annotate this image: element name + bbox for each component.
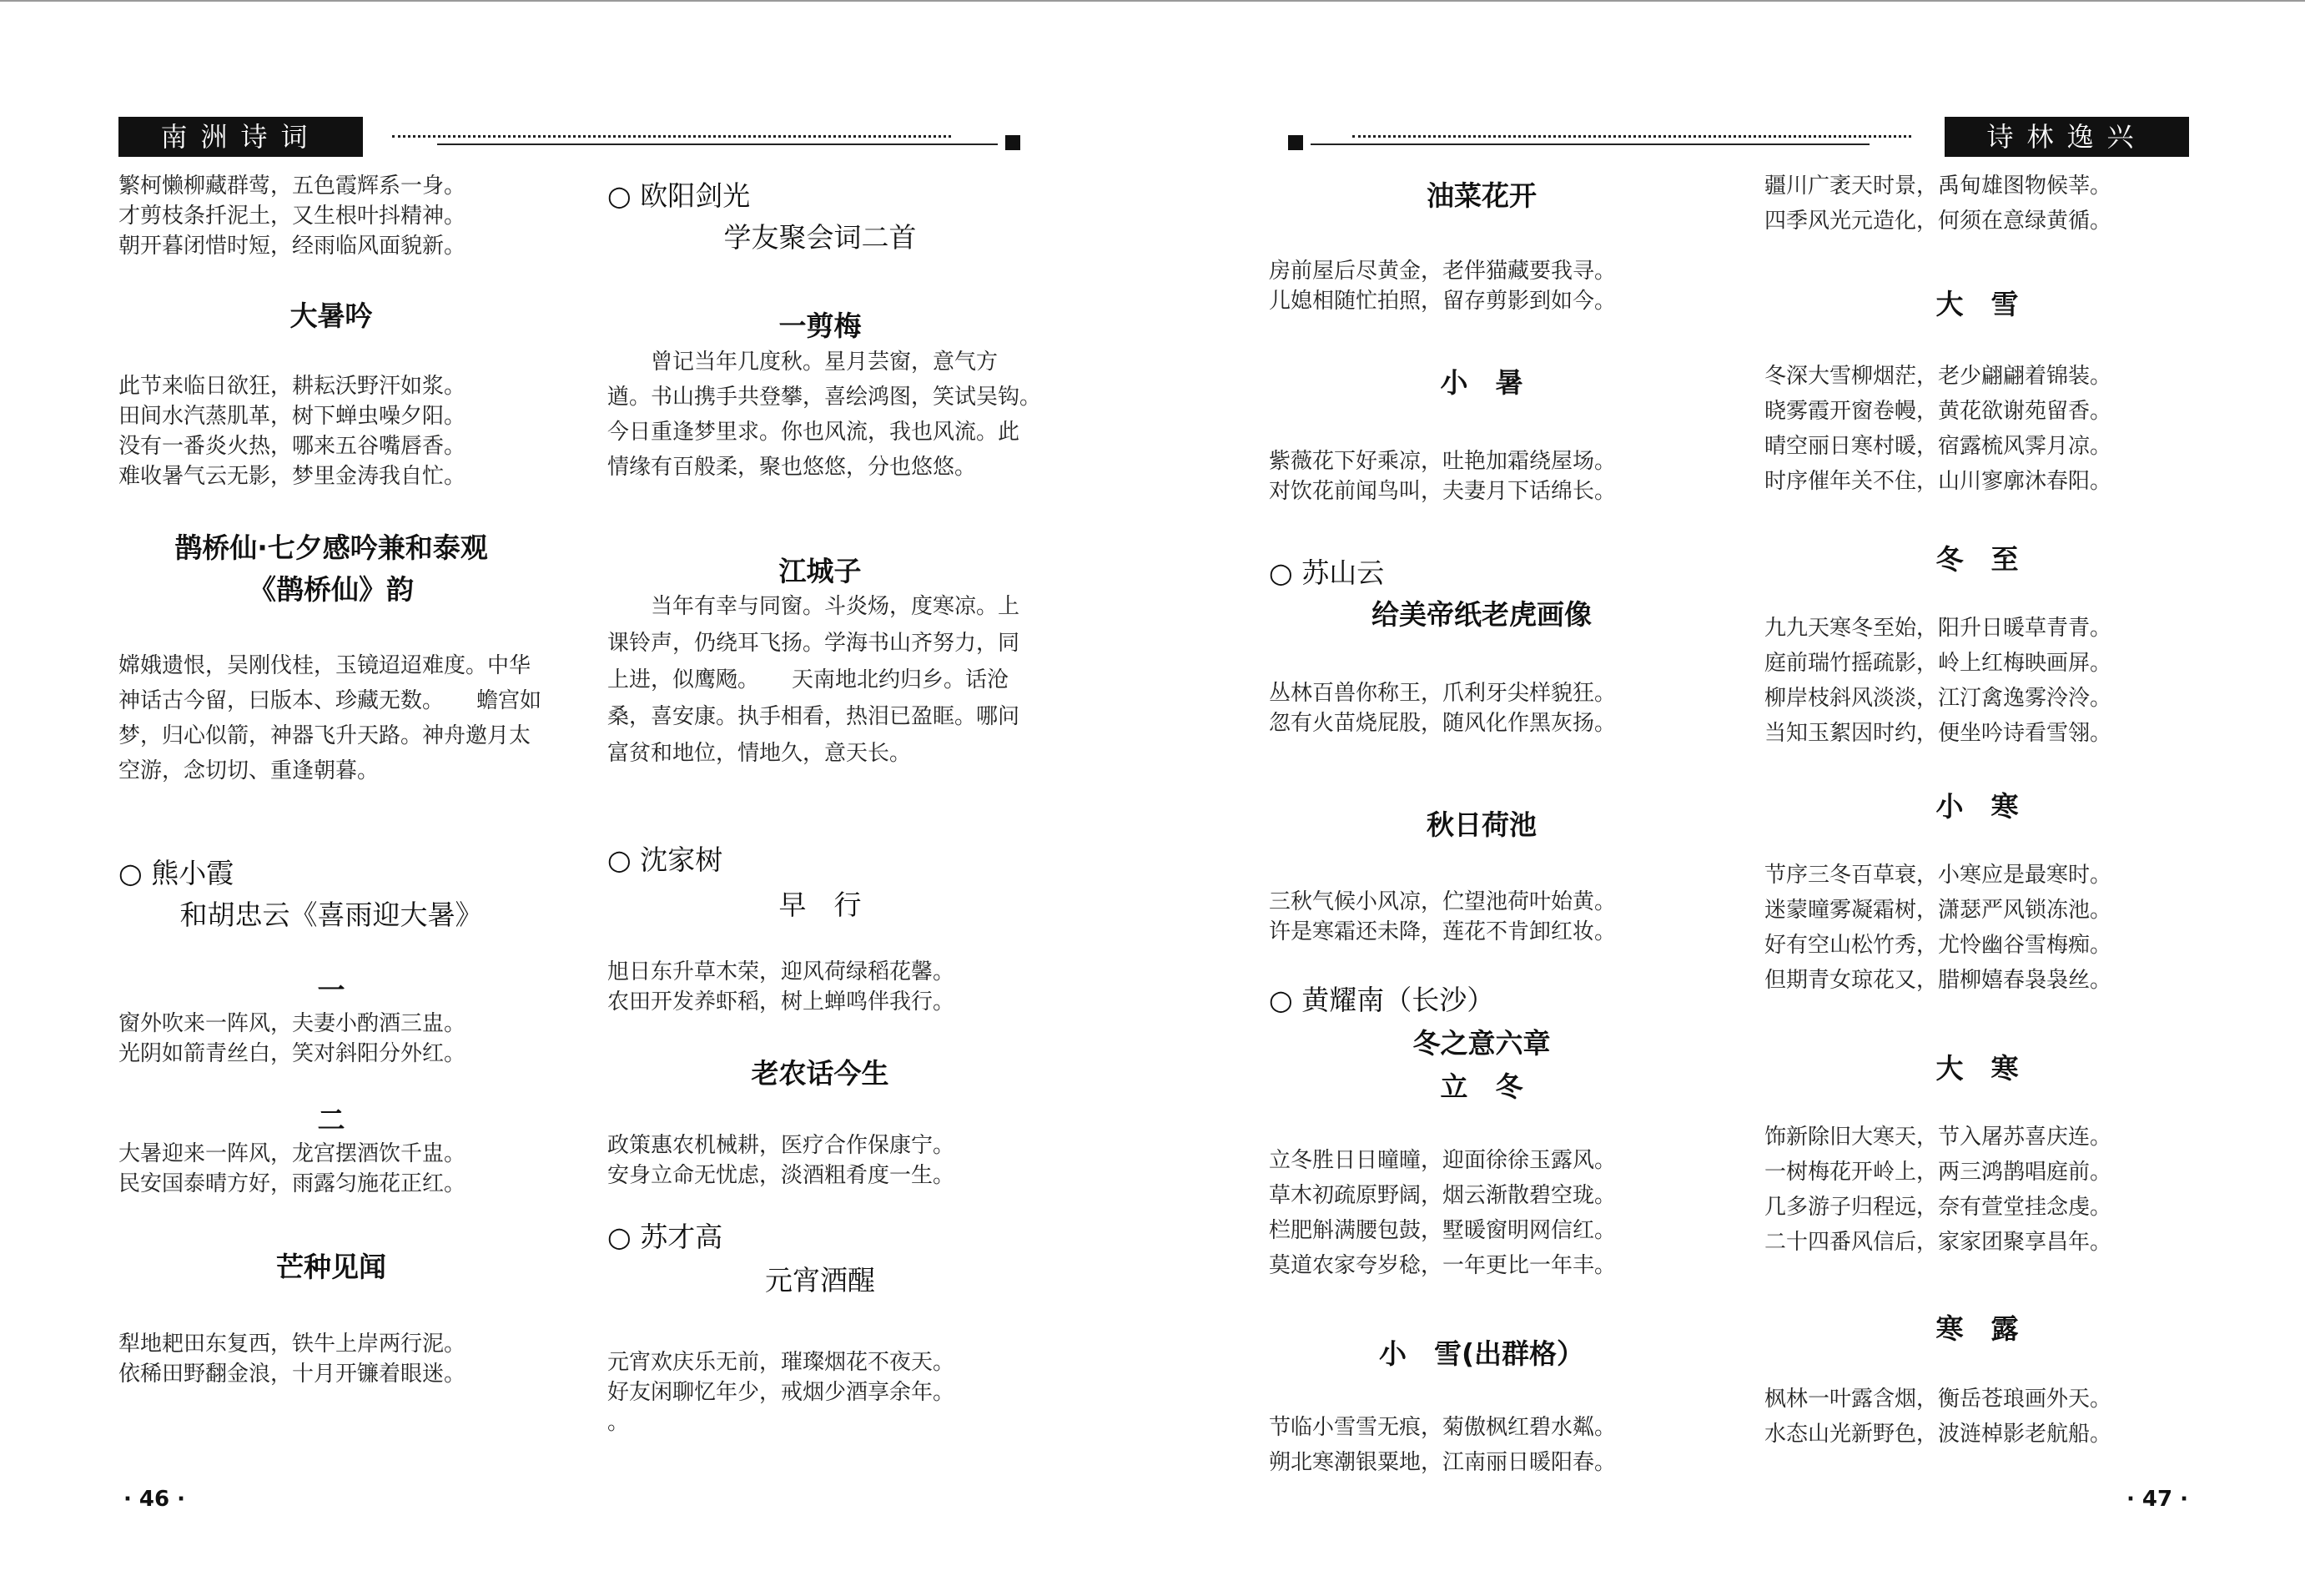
poem-line: 草木初疏原野阔，烟云渐散碧空珑。 [1269, 1183, 1617, 1208]
page-number: · 47 · [2126, 1487, 2189, 1512]
poem-line: 晓雾霞开窗卷幔，黄花欲谢苑留香。 [1764, 399, 2112, 424]
poem-line: 繁柯懒柳藏群莺，五色霞辉系一身。 [118, 174, 466, 199]
poem-line: 水态山光新野色，波涟棹影老航船。 [1764, 1422, 2112, 1447]
header-solid-rule [437, 143, 998, 145]
poem-line: 没有一番炎火热，哪来五谷嘴唇香。 [118, 434, 466, 459]
poem-line: 饰新除旧大寒天，节入屠苏喜庆连。 [1764, 1125, 2112, 1150]
poem-line: 但期青女琼花又，腊柳嬉春袅袅丝。 [1764, 968, 2112, 993]
author-name: ○ 苏才高 [607, 1221, 723, 1253]
poem-line: 光阴如箭青丝白，笑对斜阳分外红。 [118, 1041, 466, 1066]
header-square-marker [1005, 135, 1020, 150]
poem-line: 忽有火苗烧屁股，随风化作黑灰扬。 [1269, 711, 1617, 736]
poem-line: 莫道农家夸岁稔，一年更比一年丰。 [1269, 1253, 1617, 1278]
poem-line: 栏肥斛满腰包鼓，墅暖窗明网信红。 [1269, 1218, 1617, 1243]
poem-title: 大暑吟 [289, 300, 373, 332]
ci-text: 曾记当年几度秋。星月芸窗，意气方遒。书山携手共登攀，喜绘鸿图，笑试吴钩。 今日重逢梦里求。你也风流，我也风流。此情缘有百般柔，聚也悠悠，分也悠悠。 [607, 350, 1074, 480]
page-number: · 46 · [123, 1487, 186, 1512]
poem-title: 小 雪(出群格） [1378, 1337, 1585, 1370]
poem-line: 四季风光元造化，何须在意绿黄循。 [1764, 209, 2112, 234]
poem-line: 枫林一叶露含烟，衡岳苍琅画外天。 [1764, 1387, 2112, 1412]
author-name: ○ 熊小霞 [118, 857, 234, 889]
poem-line: 三秋气候小风凉，伫望池荷叶始黄。 [1269, 889, 1617, 914]
poem-title: 大 雪 [1935, 288, 2019, 320]
poem-title: 江城子 [778, 555, 862, 587]
header-square-marker [1288, 135, 1303, 150]
poem-number: 一 [317, 974, 345, 1006]
poem-line: 元宵欢庆乐无前，璀璨烟花不夜天。 [607, 1350, 955, 1375]
poem-line: 农田开发养虾稻，树上蝉鸣伴我行。 [607, 989, 955, 1014]
ci-text: 当年有幸与同窗。斗炎炀，度寒凉。上课铃声，仍绕耳飞扬。学海书山齐努力，同上进，似鹰飏。 天南地北约归乡。话沧桑，喜安康。执手相看，热泪已盈眶。哪问富贫和地位，情地久，意天长。 [607, 594, 1020, 766]
poem-title: 早 行 [778, 889, 862, 921]
poem-title-line-2: 《鹊桥仙》韵 [249, 573, 414, 606]
ci-text: 嫦娥遗恨，吴刚伐桂，玉镜迢迢难度。中华神话古今留，曰版本、珍藏无数。 蟾宫如梦，归心似箭，神器飞升天路。神舟邀月太空游，念切切、重逢朝暮。 [118, 653, 542, 783]
poem-line: 时序催年关不住，山川寥廓沐春阳。 [1764, 469, 2112, 494]
poem-title: 大 寒 [1935, 1052, 2019, 1085]
section-title-shilin: 诗林逸兴 [1945, 117, 2189, 157]
header-dotted-rule [1352, 135, 1911, 138]
header-solid-rule [1311, 143, 1870, 145]
poem-line: 朝开暮闭惜时短，经雨临风面貌新。 [118, 234, 466, 259]
poem-title: 和胡忠云《喜雨迎大暑》 [179, 899, 483, 931]
poem-title: 元宵酒醒 [765, 1264, 875, 1296]
poem-title: 小 暑 [1440, 366, 1523, 399]
poem-line: 房前屋后尽黄金，老伴猫藏要我寻。 [1269, 259, 1617, 284]
poem-line: 大暑迎来一阵风，龙宫摆酒饮千盅。 [118, 1141, 466, 1166]
poem-line: 庭前瑞竹摇疏影，岭上红梅映画屏。 [1764, 651, 2112, 676]
poem-line: 依稀田野翻金浪，十月开镰着眼迷。 [118, 1362, 466, 1387]
poem-line: 安身立命无忧虑，淡酒粗肴度一生。 [607, 1163, 955, 1188]
poem-subtitle: 立 冬 [1440, 1070, 1523, 1103]
poem-line: 当知玉絮因时约，便坐吟诗看雪翎。 [1764, 721, 2112, 746]
poem-title: 给美帝纸老虎画像 [1371, 598, 1592, 631]
poem-line: 才剪枝条扦泥土，又生根叶抖精神。 [118, 204, 466, 229]
poem-line: 丛林百兽你称王，爪利牙尖样貌狂。 [1269, 681, 1617, 706]
poem-line: 旭日东升草木荣，迎风荷绿稻花馨。 [607, 959, 955, 984]
poem-line: 犁地耙田东复西，铁牛上岸两行泥。 [118, 1332, 466, 1357]
poem-line: 窗外吹来一阵风，夫妻小酌酒三盅。 [118, 1011, 466, 1036]
poem-line: 此节来临日欲狂，耕耘沃野汗如浆。 [118, 374, 466, 399]
poem-line: 民安国泰晴方好，雨露匀施花正红。 [118, 1171, 466, 1196]
poem-line: 几多游子归程远，奈有萱堂挂念虔。 [1764, 1195, 2112, 1220]
poem-number: 二 [317, 1104, 345, 1136]
poem-line: 朔北寒潮银粟地，江南丽日暖阳春。 [1269, 1450, 1617, 1475]
author-name: ○ 沈家树 [607, 843, 723, 876]
poem-title: 冬 至 [1935, 543, 2019, 576]
poem-line: 晴空丽日寒村暖，宿露梳风霁月凉。 [1764, 434, 2112, 459]
poem-title: 冬之意六章 [1412, 1027, 1551, 1060]
right-page [1152, 0, 2305, 1596]
poem-line: 难收暑气云无影，梦里金涛我自忙。 [118, 464, 466, 489]
poem-line: 好友闲聊忆年少，戒烟少酒享余年。 [607, 1380, 955, 1405]
poem-line: 紫薇花下好乘凉，吐艳加霜绕屋场。 [1269, 449, 1617, 474]
poem-line: 冬深大雪柳烟茫，老少翩翩着锦装。 [1764, 364, 2112, 389]
poem-line: 二十四番风信后，家家团聚享昌年。 [1764, 1230, 2112, 1255]
poem-line: 柳岸枝斜风淡淡，江汀禽逸雾泠泠。 [1764, 686, 2112, 711]
poem-title: 鹊桥仙·七夕感吟兼和泰观 [174, 531, 488, 564]
poem-title: 小 寒 [1935, 790, 2019, 823]
poem-title: 老农话今生 [751, 1057, 889, 1090]
poem-line: 好有空山松竹秀，尤怜幽谷雪梅痴。 [1764, 933, 2112, 958]
poem-line: 九九天寒冬至始，阳升日暖草青青。 [1764, 616, 2112, 641]
poem-line: 田间水汽蒸肌革，树下蝉虫噪夕阳。 [118, 404, 466, 429]
poem-line: 政策惠农机械耕，医疗合作保康宁。 [607, 1133, 955, 1158]
poem-line: 疆川广袤天时景，禹甸雄图物候莘。 [1764, 174, 2112, 199]
poem-title: 寒 露 [1935, 1312, 2019, 1345]
header-dotted-rule [392, 135, 951, 138]
poem-line: 节临小雪雪无痕，菊傲枫红碧水粼。 [1269, 1415, 1617, 1440]
poem-title: 芒种见闻 [276, 1251, 386, 1283]
poem-title: 秋日荷池 [1427, 808, 1537, 841]
poem-line: 。 [607, 1410, 630, 1435]
poem-line: 儿媳相随忙拍照，留存剪影到如今。 [1269, 289, 1617, 314]
poem-line: 对饮花前闻鸟叫，夫妻月下话绵长。 [1269, 479, 1617, 504]
section-title-nanzhou: 南洲诗词 [118, 117, 363, 157]
author-name: ○ 黄耀南（长沙） [1269, 984, 1495, 1016]
author-name: ○ 欧阳剑光 [607, 179, 751, 212]
poem-title: 一剪梅 [778, 310, 862, 342]
author-name: ○ 苏山云 [1269, 556, 1385, 589]
poem-title: 油菜花开 [1427, 179, 1537, 212]
poem-line: 立冬胜日日曈曈，迎面徐徐玉露风。 [1269, 1148, 1617, 1173]
poem-line: 许是寒霜还未降，莲花不肯卸红妆。 [1269, 919, 1617, 944]
poem-title: 学友聚会词二首 [723, 221, 917, 254]
poem-line: 迷蒙曈雾凝霜树，潇瑟严风锁冻池。 [1764, 898, 2112, 923]
poem-line: 节序三冬百草衰，小寒应是最寒时。 [1764, 863, 2112, 888]
left-page [0, 0, 1152, 1596]
poem-line: 一树梅花开岭上，两三鸿鹊唱庭前。 [1764, 1160, 2112, 1185]
